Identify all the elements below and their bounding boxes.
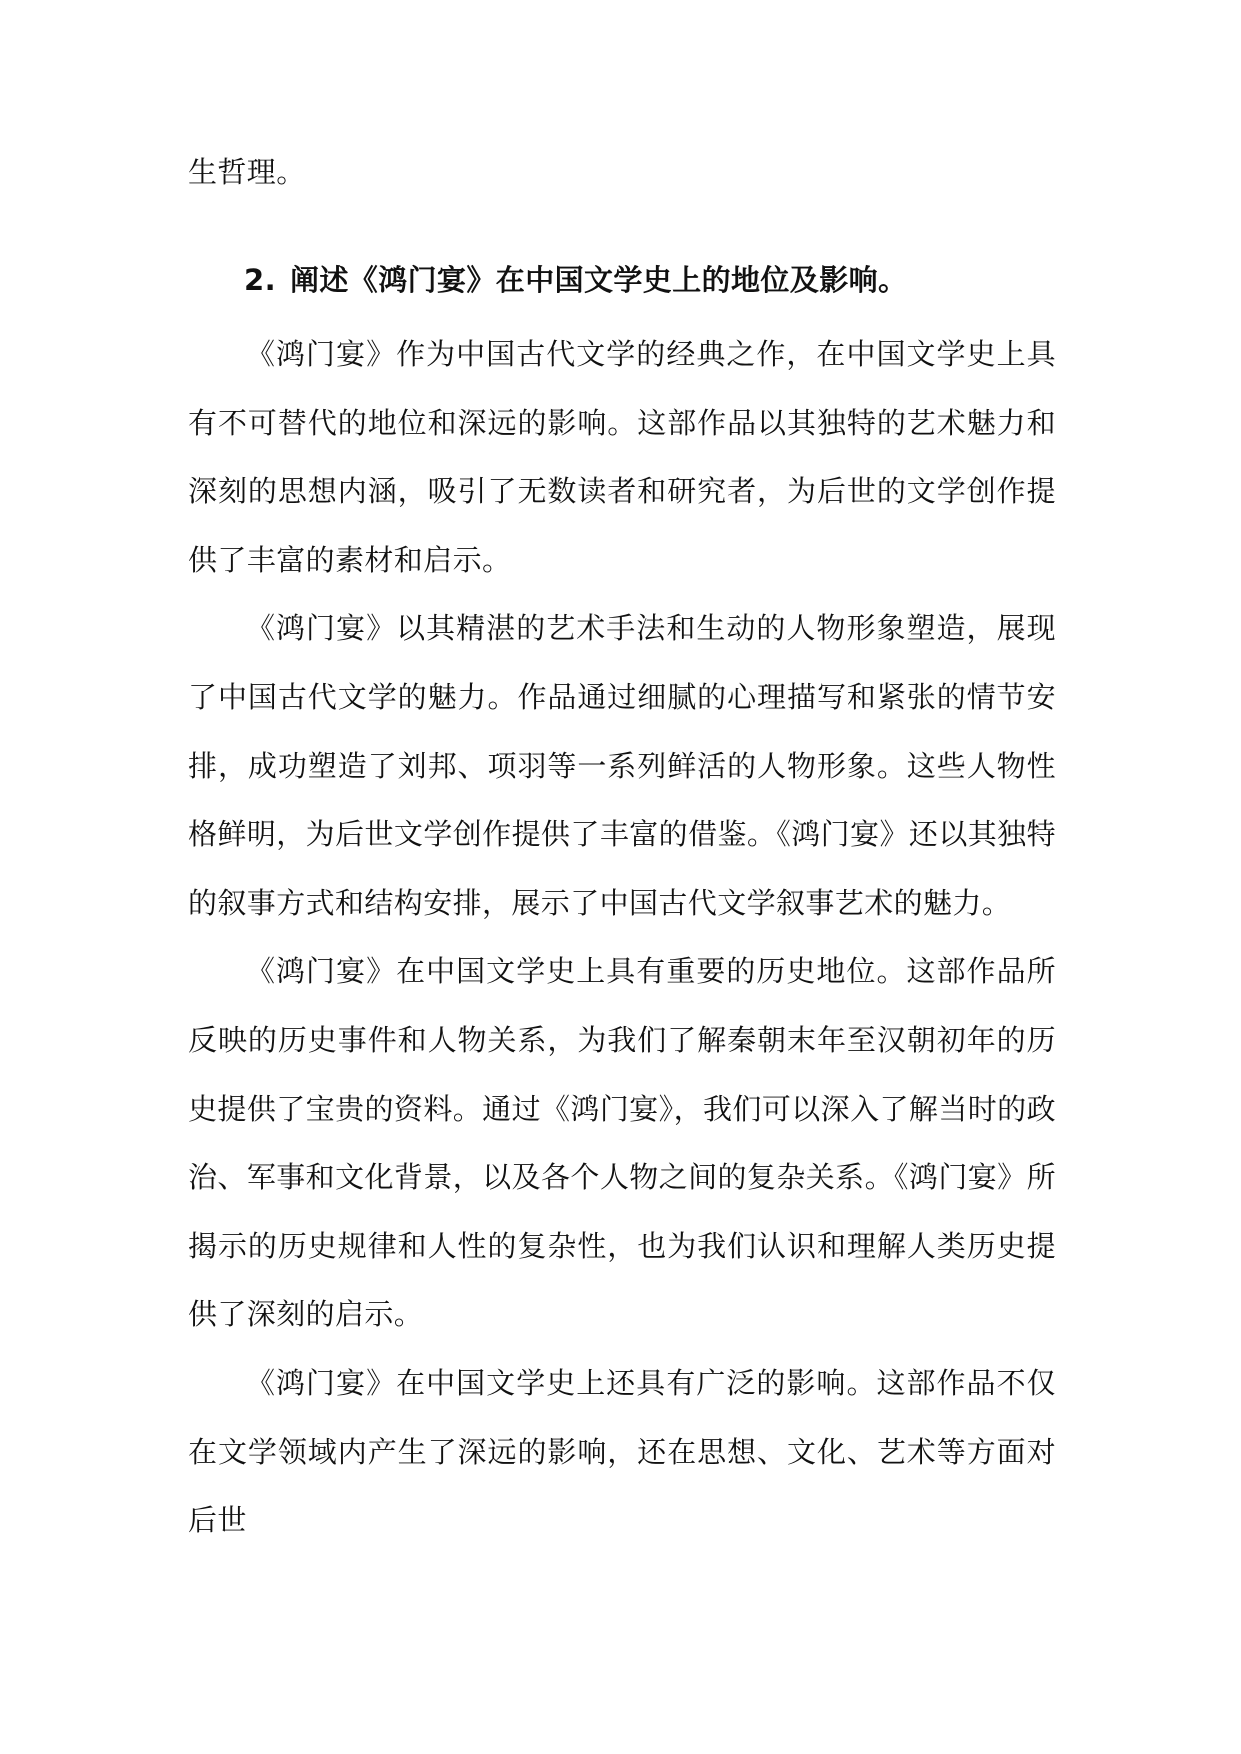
- paragraph-2: 《鸿门宴》以其精湛的艺术手法和生动的人物形象塑造，展现了中国古代文学的魅力。作品通过细腻的心理描写和紧张的情节安排，成功塑造了刘邦、项羽等一系列鲜活的人物形象。这些人物性格鲜明，为后世文学创作提供了丰富的借鉴。《鸿门宴》还以其独特的叙事方式和结构安排，展示了中国古代文学叙事艺术的魅力。: [188, 611, 1056, 920]
- section-heading-number: 2.: [244, 263, 276, 297]
- carryover-paragraph: 生哲理。: [188, 155, 306, 189]
- paragraph-1: 《鸿门宴》作为中国古代文学的经典之作，在中国文学史上具有不可替代的地位和深远的影响。这部作品以其独特的艺术魅力和深刻的思想内涵，吸引了无数读者和研究者，为后世的文学创作提供了丰富的素材和启示。: [188, 337, 1056, 577]
- section-heading-text: [244, 260, 1064, 300]
- carryover-text-block: [188, 138, 1056, 207]
- body-text: [188, 320, 1056, 1555]
- section-heading: [244, 260, 1064, 300]
- section-heading-title: 阐述《鸿门宴》在中国文学史上的地位及影响。: [290, 263, 908, 297]
- paragraph-4: 《鸿门宴》在中国文学史上还具有广泛的影响。这部作品不仅在文学领域内产生了深远的影响，还在思想、文化、艺术等方面对后世: [188, 1365, 1056, 1538]
- paragraph-3: 《鸿门宴》在中国文学史上具有重要的历史地位。这部作品所反映的历史事件和人物关系，为我们了解秦朝末年至汉朝初年的历史提供了宝贵的资料。通过《鸿门宴》，我们可以深入了解当时的政治、军事和文化背景，以及各个人物之间的复杂关系。《鸿门宴》所揭示的历史规律和人性的复杂性，也为我们认识和理解人类历史提供了深刻的启示。: [188, 954, 1056, 1332]
